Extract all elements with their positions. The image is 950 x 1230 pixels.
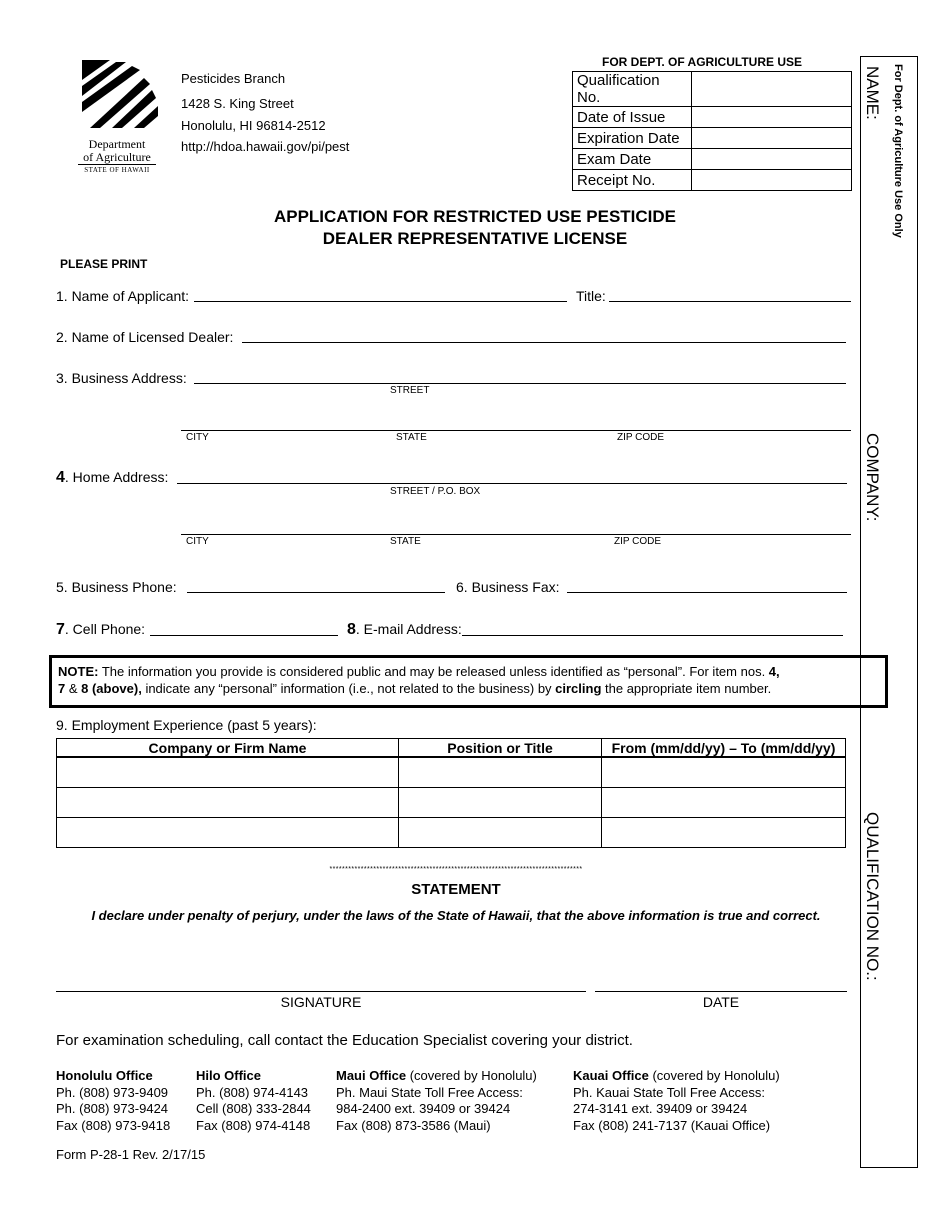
dept-use-value [692,72,852,107]
email-label [347,621,462,639]
office-line: Ph. Kauai State Toll Free Access: [573,1084,765,1100]
note-circling: circling [555,681,602,696]
branch-street: 1428 S. King Street [181,96,294,111]
statement-text: I declare under penalty of perjury, under the laws of the State of Hawaii, that the above information is true and correct. [91,908,821,923]
form-title-line1: APPLICATION FOR RESTRICTED USE PESTICIDE [273,207,677,226]
note-box [49,655,888,708]
home-state-sublabel: STATE [390,536,421,547]
logo-divider [78,164,156,165]
home-city-state-zip-field[interactable] [181,520,851,535]
office-line: 274-3141 ext. 39409 or 39424 [573,1101,748,1116]
note-item-4: 4, [768,664,780,679]
office-note: (covered by Honolulu) [648,1068,780,1083]
employment-col-position: Position or Title [399,739,602,758]
employment-col-company: Company or Firm Name [57,739,399,758]
table-row [57,788,846,818]
side-panel-name: NAME: [863,66,882,120]
form-title-line2: DEALER REPRESENTATIVE LICENSE [322,229,628,248]
business-phone-field[interactable] [187,577,445,593]
office-line: Cell (808) 333-2844 [196,1101,311,1116]
cell-phone-label-text: . Cell Phone: [64,621,146,637]
applicant-title-label: Title: [576,288,606,304]
logo-text-agriculture: of Agriculture [83,150,151,164]
applicant-name-field[interactable] [194,286,567,302]
business-street-sublabel: STREET [390,385,430,396]
exam-scheduling-text: For examination scheduling, call contact the Education Specialist covering your district. [56,1032,633,1049]
date-field[interactable] [595,976,847,992]
office-name: Honolulu Office [56,1068,153,1083]
employment-label: 9. Employment Experience (past 5 years): [56,717,317,733]
agriculture-leaf-icon [76,60,162,132]
dept-use-value [692,128,852,149]
dept-use-label: Date of Issue [573,107,692,128]
office-line: Fax (808) 873-3586 (Maui) [336,1117,491,1133]
employment-cell-dates[interactable] [602,788,846,818]
office-line: Ph. (808) 974-4143 [196,1084,309,1100]
office-hilo [196,1068,311,1134]
statement-heading: STATEMENT [411,881,501,898]
office-name: Hilo Office [196,1068,262,1083]
business-city-state-zip-field[interactable] [181,416,851,431]
office-line: Fax (808) 974-4148 [196,1117,311,1133]
home-zip-sublabel: ZIP CODE [614,536,662,547]
business-phone-label: 5. Business Phone: [56,579,177,595]
dept-use-row [573,128,852,149]
office-line: 984-2400 ext. 39409 or 39424 [336,1101,511,1116]
office-note: (covered by Honolulu) [406,1068,537,1083]
office-line: Fax (808) 973-9418 [56,1117,171,1133]
cell-phone-label [56,621,145,639]
dept-use-row [573,170,852,191]
signature-field[interactable] [56,976,586,992]
cell-phone-item-number[interactable]: 7 [56,621,65,638]
employment-cell-position[interactable] [399,788,602,818]
dept-use-label: Qualification No. [573,72,692,107]
business-street-field[interactable] [194,368,846,384]
note-text-3: the appropriate item number. [601,681,772,696]
table-row [57,818,846,848]
business-fax-field[interactable] [567,577,847,593]
side-panel-qualification: QUALIFICATION NO.: [863,812,882,981]
note-amp: & [65,681,82,696]
cell-phone-field[interactable] [150,620,338,636]
office-name: Maui Office [336,1068,407,1083]
email-item-number[interactable]: 8 [347,621,356,638]
dept-use-row [573,149,852,170]
home-address-label [56,469,168,487]
dept-use-label: Receipt No. [573,170,692,191]
date-label: DATE [702,994,740,1010]
branch-url[interactable]: http://hdoa.hawaii.gov/pi/pest [181,139,350,154]
dept-use-label: Exam Date [573,149,692,170]
business-state-sublabel: STATE [396,432,427,443]
employment-cell-position[interactable] [399,757,602,788]
home-city-sublabel: CITY [186,536,209,547]
table-row [57,757,846,788]
office-kauai [573,1068,780,1134]
department-logo [72,60,162,175]
employment-cell-company[interactable] [57,757,399,788]
office-maui [336,1068,537,1134]
employment-cell-position[interactable] [399,818,602,848]
dept-use-row [573,107,852,128]
branch-name: Pesticides Branch [181,71,286,86]
employment-col-dates: From (mm/dd/yy) – To (mm/dd/yy) [602,739,846,758]
office-line: Fax (808) 241-7137 (Kauai Office) [573,1117,771,1133]
business-fax-label: 6. Business Fax: [456,579,560,595]
form-id: Form P-28-1 Rev. 2/17/15 [56,1147,206,1162]
branch-city: Honolulu, HI 96814-2512 [181,118,326,133]
note-item-7: 7 [58,681,66,696]
home-street-field[interactable] [177,468,847,484]
business-zip-sublabel: ZIP CODE [617,432,665,443]
home-address-label-text: . Home Address: [64,469,169,485]
office-line: Ph. (808) 973-9424 [56,1101,169,1116]
note-text-1: The information you provide is considered public and may be released unless identified as “personal”. For item nos. [98,664,769,679]
licensed-dealer-field[interactable] [242,327,846,343]
office-honolulu [56,1068,170,1134]
employment-table [56,738,846,848]
note-text-2: indicate any “personal” information (i.e., not related to the business) by [141,681,556,696]
dept-use-label: Expiration Date [573,128,692,149]
employment-cell-dates[interactable] [602,757,846,788]
logo-text-department: Department [88,137,146,151]
business-city-sublabel: CITY [186,432,209,443]
office-name: Kauai Office [573,1068,649,1083]
note-label: NOTE: [58,664,99,679]
side-panel-title: For Dept. of Agriculture Use Only [892,64,904,238]
employment-cell-dates[interactable] [602,818,846,848]
dept-use-value [692,149,852,170]
dept-use-row [573,72,852,107]
please-print: PLEASE PRINT [60,257,148,271]
business-address-label: 3. Business Address: [56,370,187,386]
side-panel-company: COMPANY: [863,433,882,522]
office-line: Ph. Maui State Toll Free Access: [336,1084,523,1100]
office-line: Ph. (808) 973-9409 [56,1084,169,1100]
home-street-sublabel: STREET / P.O. BOX [390,486,481,497]
employment-header-row [57,739,846,758]
licensed-dealer-label: 2. Name of Licensed Dealer: [56,329,234,345]
email-label-text: . E-mail Address: [355,621,462,637]
employment-cell-company[interactable] [57,818,399,848]
statement-divider-stars: ********************************************************************************* [329,866,583,873]
applicant-name-label: 1. Name of Applicant: [56,288,190,304]
dept-use-value [692,170,852,191]
dept-use-heading: FOR DEPT. OF AGRICULTURE USE [602,55,803,69]
home-address-item-number[interactable]: 4 [56,469,65,486]
logo-text-state: STATE OF HAWAII [84,166,150,174]
applicant-title-field[interactable] [609,286,851,302]
email-field[interactable] [462,620,843,636]
employment-cell-company[interactable] [57,788,399,818]
dept-use-table [572,71,852,191]
note-item-8: 8 (above), [81,681,142,696]
signature-label: SIGNATURE [280,994,362,1010]
dept-use-value [692,107,852,128]
